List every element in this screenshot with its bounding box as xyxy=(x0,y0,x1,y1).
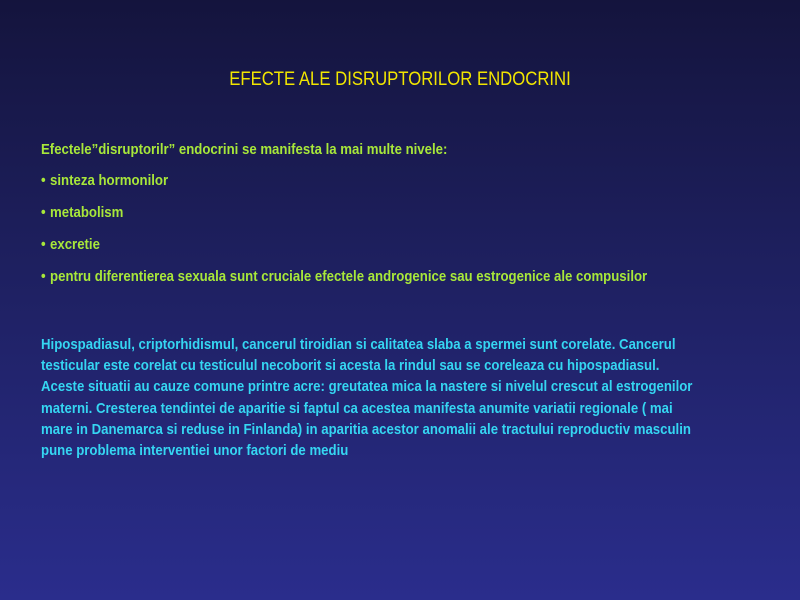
bullet-text: metabolism xyxy=(50,204,124,221)
intro-text: Efectele”disruptorilr” endocrini se manifesta la mai multe nivele: xyxy=(41,141,448,158)
paragraph-line: testicular este corelat cu testiculul necoborit si acesta la rindul sau se coreleaza cu hipospadiasul. xyxy=(41,357,660,375)
slide-title: EFECTE ALE DISRUPTORILOR ENDOCRINI xyxy=(229,69,571,90)
paragraph-line: Aceste situatii au cauze comune printre acre: greutatea mica la nastere si nivelul crescut al estrogenilor xyxy=(41,378,693,396)
paragraph-line: materni. Cresterea tendintei de aparitie si faptul ca acestea manifesta anumite variatii regionale ( mai xyxy=(41,399,673,417)
body-paragraph xyxy=(41,334,771,461)
bullet-icon: • xyxy=(41,204,46,221)
bullet-icon: • xyxy=(41,172,46,189)
bullet-item xyxy=(41,236,647,268)
paragraph-line: mare in Danemarca si reduse in Finlanda) in aparitia acestor anomalii ale tractului reproductiv masculin xyxy=(41,420,691,438)
bullet-item xyxy=(41,268,647,300)
bullet-item xyxy=(41,204,647,236)
bullet-text: excretie xyxy=(50,236,100,253)
bullet-text: sinteza hormonilor xyxy=(50,172,169,189)
paragraph-line: pune problema interventiei unor factori de mediu xyxy=(41,442,349,460)
bullet-list xyxy=(41,172,730,300)
bullet-icon: • xyxy=(41,268,46,285)
paragraph-line: Hipospadiasul, criptorhidismul, cancerul tiroidian si calitatea slaba a spermei sunt corelate. Cancerul xyxy=(41,336,676,353)
bullet-text: pentru diferentierea sexuala sunt cruciale efectele androgenice sau estrogenice ale compusilor xyxy=(50,268,648,285)
bullet-item xyxy=(41,172,647,204)
bullet-icon: • xyxy=(41,236,46,253)
